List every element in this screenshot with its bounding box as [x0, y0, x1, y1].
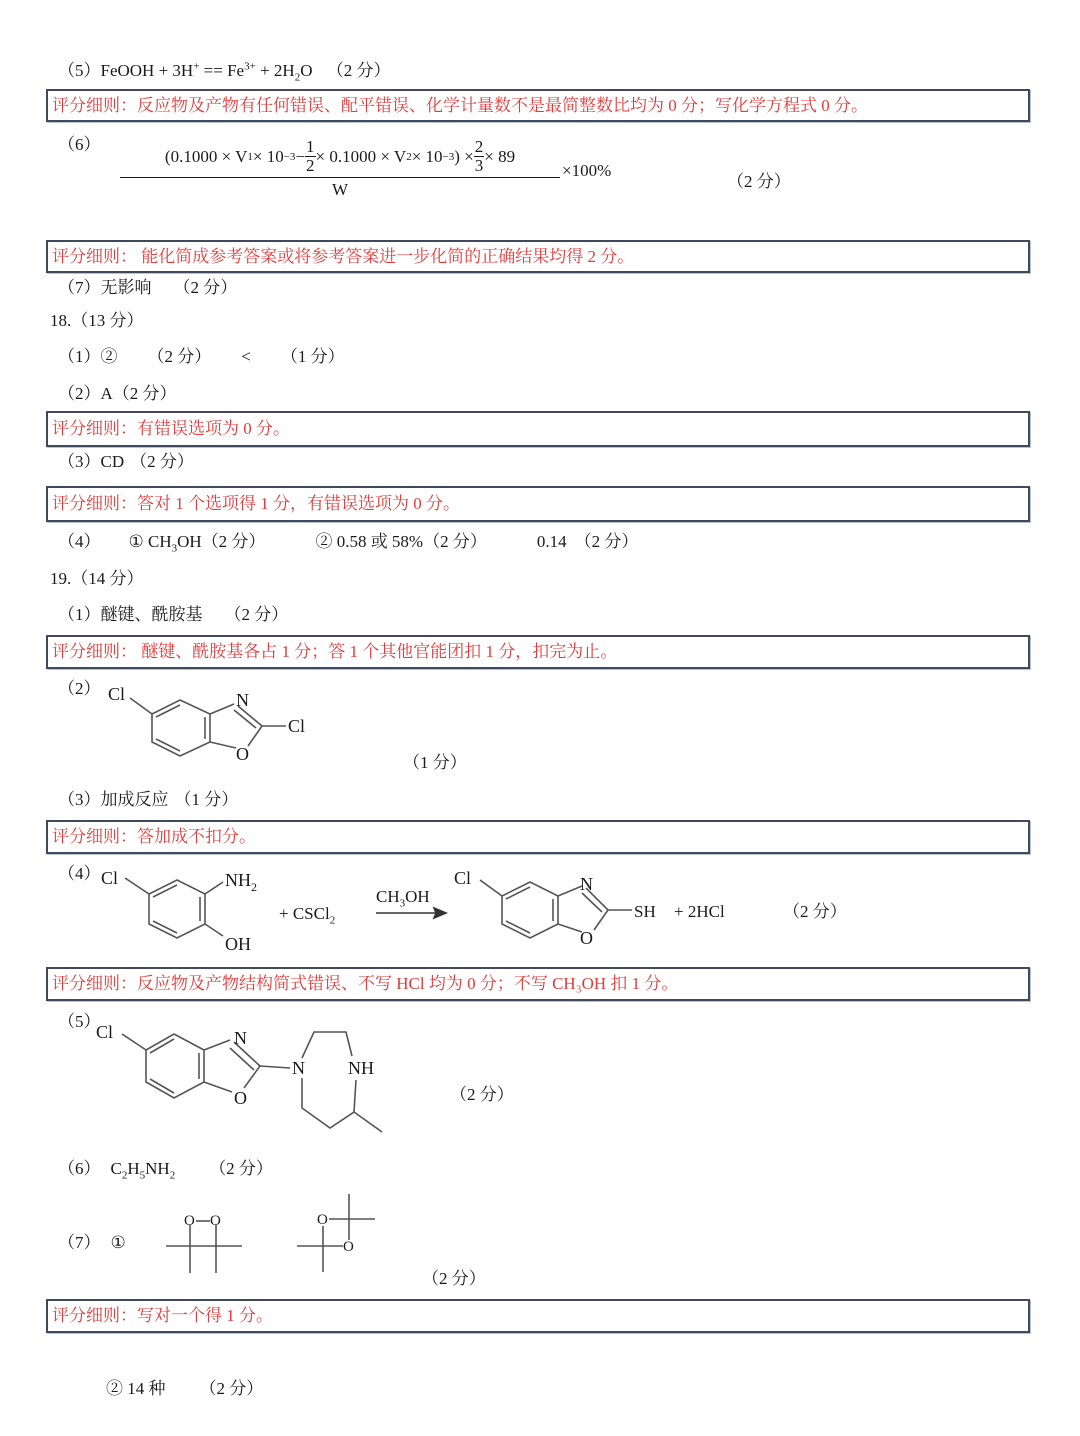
- question-header: 19.（14 分）: [50, 569, 144, 588]
- bond: [210, 704, 234, 714]
- part-label: （3）: [58, 452, 101, 471]
- dichlorobenzoxazole-structure: [100, 676, 330, 776]
- answer-text: 0.58 或 58%: [332, 532, 424, 551]
- subscript: 2: [294, 71, 301, 84]
- question-header: 18.（13 分）: [50, 311, 144, 330]
- score: （2 分）: [783, 902, 847, 921]
- formula-text: × 89: [484, 146, 516, 166]
- answer-text: NH: [145, 1159, 170, 1178]
- score: （2 分）: [199, 1379, 264, 1398]
- equation-text: == Fe: [199, 61, 245, 80]
- atom-label: O: [210, 1213, 221, 1229]
- part-label: （6）: [58, 1159, 101, 1178]
- answer-text: ②: [100, 347, 118, 366]
- score: （2 分）: [574, 532, 639, 551]
- grading-rule-box: [46, 89, 1030, 122]
- grading-rule-box: [46, 1299, 1030, 1333]
- atom-label: SH: [634, 902, 656, 921]
- formula-text: ) ×: [454, 146, 474, 166]
- fraction-two-thirds: [474, 138, 485, 175]
- atom-label: Cl: [288, 716, 306, 736]
- q18-part4-answer: [58, 531, 638, 553]
- grading-rule-text: 评分细则：反应物及产物有任何错误、配平错误、化学计量数不是最简整数比均为 0 分；写化学方程式 0 分。: [52, 95, 868, 115]
- superscript: 3+: [244, 60, 256, 73]
- answer-text: 14 种: [123, 1379, 166, 1398]
- score: （2 分）: [450, 1085, 514, 1104]
- dioxetane-structure-2: [295, 1192, 385, 1278]
- part-label: （5）: [58, 1012, 101, 1031]
- part-label: （3）: [58, 790, 101, 809]
- atom-label: $NH_2$: [225, 870, 257, 894]
- grading-rule-box: [46, 411, 1030, 447]
- target-molecule-structure: [92, 1010, 392, 1135]
- q19-part1-answer: [58, 604, 288, 626]
- q19-part6-answer: [58, 1158, 273, 1180]
- q19-part7-answer2: [106, 1378, 263, 1400]
- subscript: 3: [399, 897, 406, 910]
- atom-label: O: [317, 1212, 328, 1228]
- score: （2 分）: [224, 605, 289, 624]
- fraction-numerator: 2: [474, 137, 484, 156]
- atom-label: O: [580, 928, 593, 948]
- grading-rule-text: 评分细则：有错误选项为 0 分。: [52, 419, 290, 438]
- subscript: 2: [121, 1169, 128, 1182]
- part-label: （4）: [58, 532, 101, 551]
- part-label: （6）: [58, 135, 101, 154]
- answer-text: <: [241, 347, 251, 366]
- part-label: （2）: [58, 679, 101, 698]
- circled-number: ①: [128, 532, 144, 551]
- grading-rule-text: 评分细则： 能化简成参考答案或将参考答案进一步化简的正确结果均得 2 分。: [52, 246, 635, 266]
- reactant-structure: [95, 862, 275, 962]
- score: （1 分）: [403, 753, 467, 772]
- fraction-one-half: [305, 138, 316, 175]
- formula-text: × 0.1000 × V: [315, 146, 407, 166]
- conditions-text: OH: [405, 887, 430, 906]
- score: （2 分）: [727, 172, 791, 191]
- equation-text: + 2H: [255, 61, 295, 80]
- byproduct: + 2HCl: [674, 902, 725, 921]
- grading-rule-text: 评分细则：答对 1 个选项得 1 分，有错误选项为 0 分。: [52, 494, 460, 513]
- atom-label: N: [234, 1028, 247, 1048]
- answer-text: OH: [177, 532, 202, 551]
- fraction-denominator: 2: [306, 156, 315, 175]
- atom-label: N: [292, 1058, 305, 1078]
- atom-label: O: [343, 1239, 354, 1255]
- fraction-denominator: 3: [474, 156, 484, 175]
- atom-label: O: [184, 1213, 195, 1229]
- conditions-text: CH: [376, 887, 400, 906]
- score: （2 分）: [326, 61, 391, 80]
- answer-text: A: [100, 384, 113, 403]
- superscript: +: [193, 60, 200, 73]
- score: （2 分）: [112, 384, 177, 403]
- answer-text: CD: [100, 452, 125, 471]
- circled-number: ②: [315, 532, 333, 551]
- reagent-text: + CSCl: [279, 904, 330, 923]
- atom-label: Cl: [108, 684, 126, 704]
- atom-label: OH: [225, 934, 251, 954]
- yield-formula: [120, 138, 611, 200]
- formula-text: × 10: [252, 146, 284, 166]
- subscript: 5: [139, 1169, 146, 1182]
- circled-number: ①: [110, 1233, 126, 1252]
- atom-label: O: [236, 744, 249, 764]
- part-label: （1）: [58, 605, 101, 624]
- fraction-numerator: 1: [306, 137, 315, 156]
- score: （2 分）: [147, 347, 212, 366]
- answer-text: 无影响: [100, 278, 152, 297]
- formula-text: × 10: [411, 146, 443, 166]
- bond: [130, 698, 152, 714]
- score: （2 分）: [422, 1269, 486, 1288]
- grading-rule-text: 评分细则：写对一个得 1 分。: [52, 1306, 273, 1325]
- atom-label: N: [580, 874, 593, 894]
- part-label: （5）: [58, 61, 101, 80]
- reagent: [279, 903, 335, 925]
- score: （2 分）: [201, 532, 266, 551]
- atom-label: O: [234, 1088, 247, 1108]
- subscript: 2: [169, 1169, 176, 1182]
- grading-rule-box: [46, 635, 1030, 669]
- part-label: （7）: [58, 278, 101, 297]
- q19-part7-answer: [58, 1232, 126, 1254]
- reaction-conditions: [376, 886, 430, 908]
- atom-label: Cl: [454, 868, 472, 888]
- grading-rule-box: [46, 820, 1030, 854]
- atom-label: Cl: [101, 868, 119, 888]
- answer-text: 加成反应: [100, 790, 169, 809]
- bond: [210, 742, 236, 748]
- q17-part7-answer: [58, 277, 237, 299]
- grading-rule-text: 评分细则： 醚键、酰胺基各占 1 分；答 1 个其他官能团扣 1 分，扣完为止。: [52, 642, 618, 661]
- equation-text: O: [300, 61, 313, 80]
- atom-label: Cl: [96, 1022, 114, 1042]
- q18-part3-answer: [58, 451, 194, 473]
- dioxetane-structure-1: [160, 1205, 250, 1275]
- answer-text: 0.14: [536, 532, 567, 551]
- subscript: 2: [329, 914, 336, 927]
- circled-number: ②: [106, 1379, 123, 1398]
- formula-text: (0.1000 × V: [164, 146, 248, 166]
- formula-text: ×100%: [562, 161, 612, 180]
- benzene-ring: [152, 700, 210, 756]
- grading-rule-text: 评分细则：反应物及产物结构简式错误、不写 HCl 均为 0 分；不写 CH₃OH 扣 1 分。: [52, 974, 679, 993]
- answer-text: C: [110, 1159, 122, 1178]
- score: （2 分）: [209, 1159, 273, 1178]
- part-label: （4）: [58, 864, 101, 883]
- answer-text: CH: [143, 532, 172, 551]
- q19-part3-answer: [58, 789, 238, 811]
- equation-text: FeOOH + 3H: [100, 61, 194, 80]
- grading-rule-box: [46, 486, 1030, 522]
- part-label: （2）: [58, 384, 101, 403]
- product-structure: [450, 862, 640, 962]
- score: （2 分）: [130, 452, 194, 471]
- atom-label: N: [236, 690, 249, 710]
- q18-part1-answer: [58, 346, 345, 368]
- formula-text: −: [295, 146, 306, 166]
- score: （2 分）: [423, 532, 487, 551]
- score: （1 分）: [174, 790, 239, 809]
- bond: [248, 726, 262, 746]
- answer-text: 醚键、酰胺基: [100, 605, 203, 624]
- q18-part2-answer: [58, 383, 177, 405]
- grading-rule-box: [46, 967, 1030, 1001]
- q17-part5-answer: [58, 60, 390, 82]
- score: （1 分）: [280, 347, 345, 366]
- part-label: （7）: [58, 1233, 101, 1252]
- grading-rule-text: 评分细则：答加成不扣分。: [52, 827, 256, 846]
- part-label: （1）: [58, 347, 101, 366]
- grading-rule-box: [46, 240, 1030, 273]
- answer-text: H: [127, 1159, 140, 1178]
- reaction-arrow-icon: [376, 906, 448, 920]
- score: （2 分）: [173, 278, 238, 297]
- subscript: 3: [171, 542, 178, 555]
- formula-denominator: W: [331, 180, 349, 199]
- atom-label: NH: [348, 1058, 374, 1078]
- formula-numerator: (0.1000 × V 1 × 10 −3 − $\frac{1}{2}$ × 0.1000 × V 2 × 10 −3 ) × $\frac{2}{3}$ × 89: [164, 137, 516, 175]
